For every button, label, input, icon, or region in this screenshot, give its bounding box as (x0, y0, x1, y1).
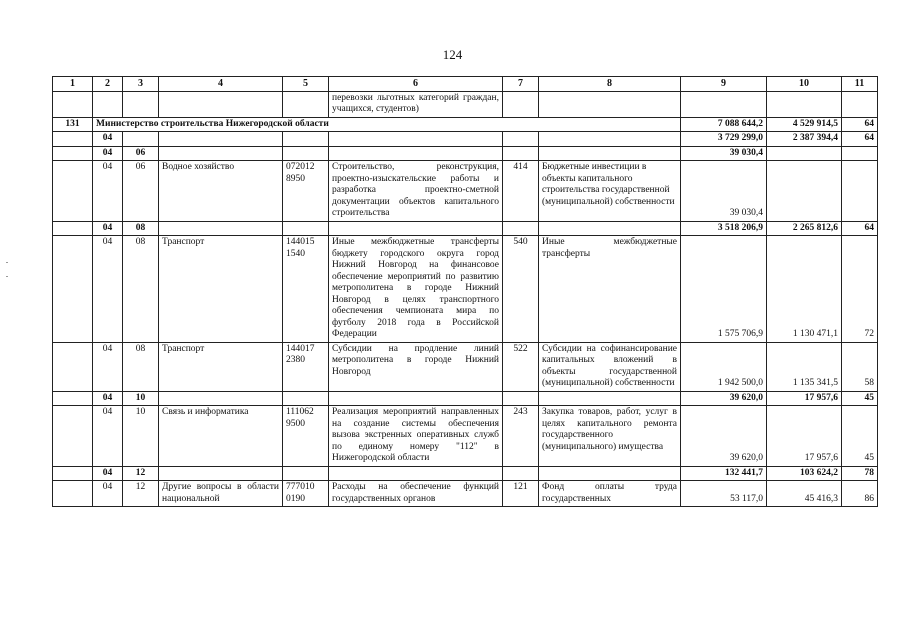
category-cell: Водное хозяйство (159, 161, 283, 222)
subsection-code-cell: 10 (123, 406, 159, 467)
actual-amount-cell: 1 130 471,1 (767, 236, 842, 343)
category-cell: Транспорт (159, 342, 283, 391)
actual-amount-cell: 1 135 341,5 (767, 342, 842, 391)
percent-cell: 78 (842, 466, 878, 481)
table-row (53, 91, 878, 117)
actual-amount-cell (767, 161, 842, 222)
plan-amount-cell: 39 030,4 (681, 146, 767, 161)
column-header: 9 (681, 77, 767, 92)
section-code-cell: 04 (93, 391, 123, 406)
expense-type-code-cell: 522 (503, 342, 539, 391)
percent-cell: 45 (842, 391, 878, 406)
percent-cell (842, 161, 878, 222)
column-header: 1 (53, 77, 93, 92)
plan-amount-cell: 7 088 644,2 (681, 117, 767, 132)
category-cell: Связь и информатика (159, 406, 283, 467)
expense-type-code-cell: 243 (503, 406, 539, 467)
expense-type-cell: Закупка товаров, работ, услуг в целях капитального ремонта государственного (муниципального) имущества (539, 406, 681, 467)
percent-cell: 58 (842, 342, 878, 391)
purpose-cell: перевозки льготных категорий граждан, учащихся, студентов) (329, 91, 503, 117)
expense-type-code-cell: 121 (503, 481, 539, 507)
scan-artifact (6, 262, 8, 263)
purpose-cell: Субсидии на продление линий метрополитена в городе Нижний Новгород (329, 342, 503, 391)
actual-amount-cell: 103 624,2 (767, 466, 842, 481)
subsection-code-cell: 06 (123, 146, 159, 161)
column-header: 11 (842, 77, 878, 92)
plan-amount-cell: 3 729 299,0 (681, 132, 767, 147)
target-code-cell: 111062 9500 (283, 406, 329, 467)
actual-amount-cell: 2 265 812,6 (767, 221, 842, 236)
column-header: 5 (283, 77, 329, 92)
actual-amount-cell: 2 387 394,4 (767, 132, 842, 147)
section-code-cell: 04 (93, 236, 123, 343)
section-code-cell: 04 (93, 221, 123, 236)
plan-amount-cell: 39 620,0 (681, 391, 767, 406)
section-row (53, 146, 878, 161)
header-row (53, 77, 878, 92)
percent-cell: 64 (842, 117, 878, 132)
section-code-cell: 04 (93, 146, 123, 161)
plan-amount-cell: 3 518 206,9 (681, 221, 767, 236)
column-header: 6 (329, 77, 503, 92)
actual-amount-cell: 17 957,6 (767, 406, 842, 467)
section-code-cell: 04 (93, 342, 123, 391)
table-row (53, 236, 878, 343)
column-header: 3 (123, 77, 159, 92)
target-code-cell: 072012 8950 (283, 161, 329, 222)
table-row (53, 481, 878, 507)
percent-cell: 72 (842, 236, 878, 343)
page-number: 124 (442, 47, 463, 62)
percent-cell: 45 (842, 406, 878, 467)
subsection-code-cell: 08 (123, 342, 159, 391)
section-code-cell: 04 (93, 132, 123, 147)
subsection-code-cell: 12 (123, 481, 159, 507)
column-header: 8 (539, 77, 681, 92)
section-row (53, 221, 878, 236)
actual-amount-cell (767, 146, 842, 161)
subsection-code-cell: 12 (123, 466, 159, 481)
table-row (53, 161, 878, 222)
ministry-title: Министерство строительства Нижегородской области (93, 117, 681, 132)
expense-type-cell: Бюджетные инвестиции в объекты капитального строительства государственной (муниципальной) собственности (539, 161, 681, 222)
plan-amount-cell: 132 441,7 (681, 466, 767, 481)
table-row (53, 406, 878, 467)
percent-cell: 64 (842, 132, 878, 147)
column-header: 4 (159, 77, 283, 92)
percent-cell: 86 (842, 481, 878, 507)
purpose-cell: Иные межбюджетные трансферты бюджету городского округа город Нижний Новгород на финансовое обеспечение мероприятий по развитию метрополитена в городе Нижний Новгород в целях транспортного обеспечения чемпионата мира по футболу 2018 года в Российской Федерации (329, 236, 503, 343)
subsection-code-cell: 10 (123, 391, 159, 406)
subsection-code-cell (123, 132, 159, 147)
ministry-row (53, 117, 878, 132)
section-row (53, 466, 878, 481)
table-row (53, 342, 878, 391)
expense-type-cell: Субсидии на софинансирование капитальных вложений в объекты государственной (муниципальной) собственности (539, 342, 681, 391)
expense-type-code-cell: 414 (503, 161, 539, 222)
plan-amount-cell: 39 620,0 (681, 406, 767, 467)
section-code-cell: 04 (93, 466, 123, 481)
purpose-cell: Расходы на обеспечение функций государственных органов (329, 481, 503, 507)
target-code-cell: 144015 1540 (283, 236, 329, 343)
target-code-cell: 144017 2380 (283, 342, 329, 391)
expense-type-code-cell: 540 (503, 236, 539, 343)
expense-type-cell: Фонд оплаты труда государственных (539, 481, 681, 507)
actual-amount-cell: 4 529 914,5 (767, 117, 842, 132)
category-cell: Транспорт (159, 236, 283, 343)
section-code-cell: 04 (93, 481, 123, 507)
section-code-cell: 04 (93, 161, 123, 222)
plan-amount-cell: 39 030,4 (681, 161, 767, 222)
column-header: 7 (503, 77, 539, 92)
expense-type-cell: Иные межбюджетные трансферты (539, 236, 681, 343)
section-row (53, 391, 878, 406)
plan-amount-cell: 53 117,0 (681, 481, 767, 507)
subsection-code-cell: 06 (123, 161, 159, 222)
purpose-cell: Строительство, реконструкция, проектно-изыскательские работы и разработка проектно-сметной документации объектов капитального строительства (329, 161, 503, 222)
ministry-code-cell: 131 (53, 117, 93, 132)
percent-cell: 64 (842, 221, 878, 236)
section-row (53, 132, 878, 147)
subsection-code-cell: 08 (123, 221, 159, 236)
subsection-code-cell: 08 (123, 236, 159, 343)
column-header: 2 (93, 77, 123, 92)
category-cell: Другие вопросы в области национальной (159, 481, 283, 507)
section-code-cell: 04 (93, 406, 123, 467)
actual-amount-cell: 17 957,6 (767, 391, 842, 406)
plan-amount-cell: 1 942 500,0 (681, 342, 767, 391)
target-code-cell: 777010 0190 (283, 481, 329, 507)
scan-artifact (6, 276, 8, 277)
plan-amount-cell: 1 575 706,9 (681, 236, 767, 343)
budget-table (52, 76, 878, 507)
percent-cell (842, 146, 878, 161)
column-header: 10 (767, 77, 842, 92)
actual-amount-cell: 45 416,3 (767, 481, 842, 507)
purpose-cell: Реализация мероприятий направленных на создание системы обеспечения вызова экстренных оперативных служб по единому номеру "112" в Нижегородской области (329, 406, 503, 467)
